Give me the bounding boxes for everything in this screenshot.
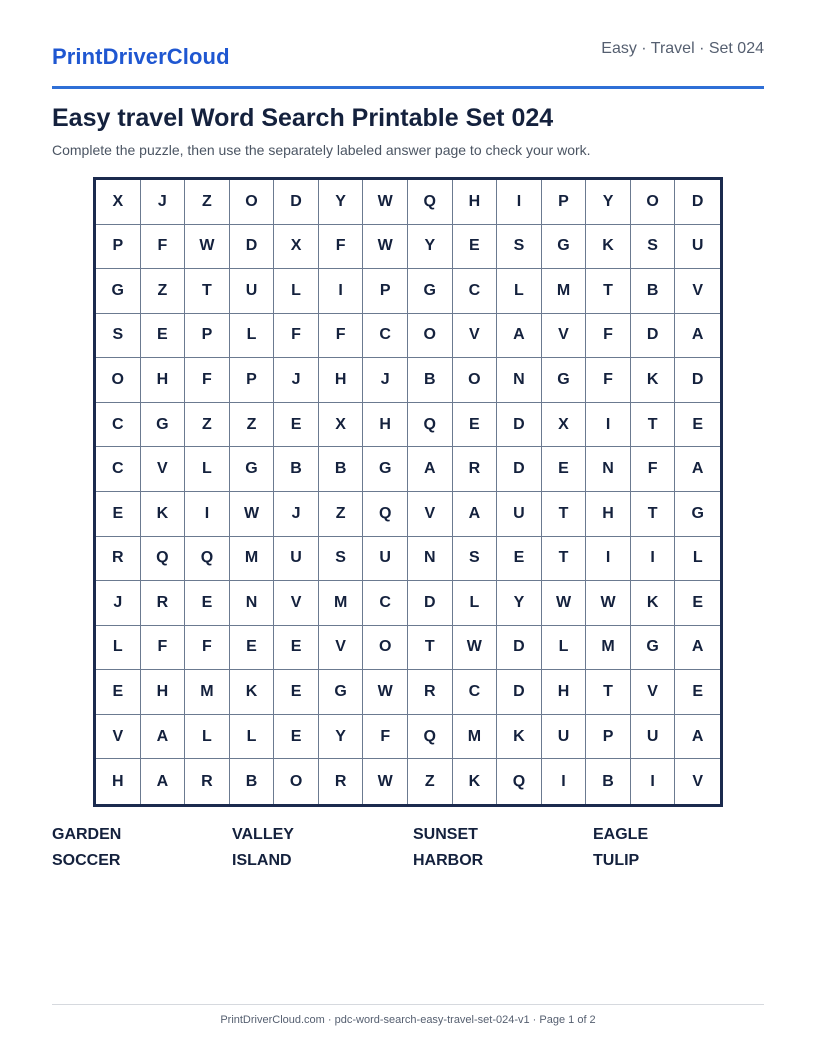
grid-cell: Z	[185, 180, 230, 225]
grid-cell: U	[230, 269, 275, 314]
grid-cell: G	[408, 269, 453, 314]
grid-cell: B	[408, 358, 453, 403]
word-list-item: SOCCER	[52, 852, 121, 869]
grid-cell: W	[363, 759, 408, 804]
grid-cell: R	[319, 759, 364, 804]
grid-cell: L	[185, 447, 230, 492]
grid-cell: F	[274, 314, 319, 359]
grid-cell: A	[408, 447, 453, 492]
grid-cell: F	[319, 314, 364, 359]
grid-cell: N	[586, 447, 631, 492]
grid-cell: W	[542, 581, 587, 626]
grid-cell: X	[319, 403, 364, 448]
word-list-item: HARBOR	[413, 852, 484, 869]
grid-cell: V	[96, 715, 141, 760]
grid-cell: E	[96, 492, 141, 537]
grid-cell: T	[542, 537, 587, 582]
grid-cell: E	[230, 626, 275, 671]
grid-cell: G	[363, 447, 408, 492]
grid-cell: I	[631, 759, 676, 804]
grid-cell: W	[230, 492, 275, 537]
grid-cell: V	[453, 314, 498, 359]
grid-cell: H	[542, 670, 587, 715]
grid-cell: E	[274, 715, 319, 760]
grid-cell: V	[274, 581, 319, 626]
grid-cell: R	[141, 581, 186, 626]
grid-cell: F	[141, 225, 186, 270]
grid-cell: T	[631, 403, 676, 448]
puzzle-meta: Easy · Travel · Set 024	[601, 40, 764, 57]
grid-cell: J	[141, 180, 186, 225]
grid-cell: A	[453, 492, 498, 537]
grid-cell: S	[319, 537, 364, 582]
grid-cell: B	[631, 269, 676, 314]
grid-cell: G	[230, 447, 275, 492]
grid-cell: P	[542, 180, 587, 225]
grid-cell: V	[542, 314, 587, 359]
grid-cell: T	[185, 269, 230, 314]
grid-cell: X	[96, 180, 141, 225]
grid-cell: D	[631, 314, 676, 359]
grid-cell: E	[274, 670, 319, 715]
grid-cell: A	[497, 314, 542, 359]
grid-cell: N	[408, 537, 453, 582]
grid-cell: B	[319, 447, 364, 492]
grid-cell: Q	[497, 759, 542, 804]
grid-cell: Z	[230, 403, 275, 448]
grid-cell: L	[497, 269, 542, 314]
grid-cell: F	[586, 358, 631, 403]
footer-divider	[52, 1004, 764, 1005]
grid-cell: L	[185, 715, 230, 760]
grid-cell: R	[453, 447, 498, 492]
grid-cell: T	[408, 626, 453, 671]
grid-cell: X	[274, 225, 319, 270]
grid-cell: L	[453, 581, 498, 626]
word-list-item: ISLAND	[232, 852, 292, 869]
word-list-item: VALLEY	[232, 826, 294, 843]
grid-cell: L	[675, 537, 720, 582]
page-title: Easy travel Word Search Printable Set 024	[52, 104, 554, 132]
grid-cell: L	[230, 715, 275, 760]
grid-cell: T	[586, 670, 631, 715]
grid-cell: J	[96, 581, 141, 626]
word-search-grid	[93, 177, 723, 807]
grid-cell: R	[96, 537, 141, 582]
grid-cell: G	[542, 225, 587, 270]
grid-cell: V	[675, 269, 720, 314]
grid-cell: H	[363, 403, 408, 448]
grid-cell: E	[96, 670, 141, 715]
grid-cell: L	[274, 269, 319, 314]
grid-cell: O	[274, 759, 319, 804]
grid-cell: I	[497, 180, 542, 225]
grid-cell: P	[586, 715, 631, 760]
grid-cell: N	[230, 581, 275, 626]
grid-cell: Z	[141, 269, 186, 314]
grid-cell: V	[692, 772, 704, 790]
grid-cell: E	[675, 581, 720, 626]
grid-cell: I	[542, 759, 587, 804]
grid-cell: V	[319, 626, 364, 671]
grid-cell: R	[408, 670, 453, 715]
grid-cell: M	[319, 581, 364, 626]
grid-cell: B	[230, 759, 275, 804]
grid-cell: L	[230, 314, 275, 359]
grid-cell: N	[497, 358, 542, 403]
grid-cell: E	[274, 403, 319, 448]
word-list	[52, 826, 764, 870]
grid-cell: Q	[408, 403, 453, 448]
grid-cell: A	[141, 715, 186, 760]
grid-cell: I	[185, 492, 230, 537]
grid-cell: J	[274, 492, 319, 537]
grid-cell: E	[675, 403, 720, 448]
grid-cell: U	[497, 492, 542, 537]
grid-cell: C	[363, 314, 408, 359]
grid-cell: T	[542, 492, 587, 537]
grid-cell: J	[274, 358, 319, 403]
grid-cell: M	[586, 626, 631, 671]
grid-cell: Z	[185, 403, 230, 448]
grid-cell: V	[408, 492, 453, 537]
grid-cell: O	[230, 180, 275, 225]
grid-cell: W	[586, 581, 631, 626]
grid-cell: U	[363, 537, 408, 582]
grid-cell: F	[363, 715, 408, 760]
grid-cell: A	[675, 447, 720, 492]
grid-cell: E	[141, 314, 186, 359]
grid-cell: W	[363, 180, 408, 225]
grid-cell: S	[631, 225, 676, 270]
grid-cell: I	[586, 403, 631, 448]
grid-cell: K	[586, 225, 631, 270]
grid-cell: P	[96, 225, 141, 270]
grid-cell: U	[542, 715, 587, 760]
grid-cell: D	[497, 447, 542, 492]
grid-cell: S	[497, 225, 542, 270]
grid-cell: F	[319, 225, 364, 270]
grid-cell: R	[185, 759, 230, 804]
grid-cell: W	[453, 626, 498, 671]
grid-cell: A	[675, 314, 720, 359]
grid-cell: F	[586, 314, 631, 359]
grid-cell: K	[230, 670, 275, 715]
grid-cell: F	[185, 358, 230, 403]
grid-cell: F	[185, 626, 230, 671]
grid-cell: H	[141, 358, 186, 403]
grid-cell: G	[675, 492, 720, 537]
grid-cell: D	[497, 626, 542, 671]
grid-cell: Z	[319, 492, 364, 537]
grid-cell: P	[185, 314, 230, 359]
grid-cell: B	[586, 759, 631, 804]
grid-cell: X	[542, 403, 587, 448]
grid-cell: C	[363, 581, 408, 626]
grid-cell: U	[675, 225, 720, 270]
grid-cell: T	[631, 492, 676, 537]
grid-cell: Z	[408, 759, 453, 804]
grid-cell: E	[675, 670, 720, 715]
word-list-item: SUNSET	[413, 826, 478, 843]
grid-cell: B	[274, 447, 319, 492]
grid-cell: P	[363, 269, 408, 314]
word-list-item: GARDEN	[52, 826, 122, 843]
grid-cell: E	[497, 537, 542, 582]
grid-cell: O	[363, 626, 408, 671]
grid-cell: H	[141, 670, 186, 715]
grid-cell: D	[408, 581, 453, 626]
grid-cell: O	[453, 358, 498, 403]
grid-cell: C	[453, 670, 498, 715]
grid-cell: H	[453, 180, 498, 225]
grid-cell: Q	[408, 715, 453, 760]
grid-cell: W	[185, 225, 230, 270]
grid-cell: E	[274, 626, 319, 671]
grid-cell: V	[141, 447, 186, 492]
grid-cell: A	[675, 715, 720, 760]
grid-cell: Y	[497, 581, 542, 626]
grid-cell: S	[453, 537, 498, 582]
grid-cell: K	[141, 492, 186, 537]
grid-cell: J	[363, 358, 408, 403]
grid-cell: D	[675, 180, 720, 225]
grid-cell: E	[185, 581, 230, 626]
grid-cell: O	[631, 180, 676, 225]
grid-cell: O	[96, 358, 141, 403]
grid-cell: T	[586, 269, 631, 314]
grid-cell: K	[631, 358, 676, 403]
grid-cell: G	[141, 403, 186, 448]
grid-cell: P	[230, 358, 275, 403]
word-list-item: EAGLE	[593, 826, 649, 843]
grid-cell: W	[363, 225, 408, 270]
grid-cell: D	[274, 180, 319, 225]
grid-cell: G	[319, 670, 364, 715]
grid-cell: G	[631, 626, 676, 671]
grid-cell: G	[542, 358, 587, 403]
grid-cell: H	[96, 759, 141, 804]
grid-cell: K	[497, 715, 542, 760]
grid-cell: I	[319, 269, 364, 314]
grid-cell: U	[631, 715, 676, 760]
grid-cell: Q	[408, 180, 453, 225]
grid-cell: Y	[319, 715, 364, 760]
grid-cell: L	[542, 626, 587, 671]
word-list-item: TULIP	[593, 852, 640, 869]
page-footer: PrintDriverCloud.com · pdc-word-search-easy-travel-set-024-v1 · Page 1 of 2	[220, 1014, 596, 1026]
page-subtitle: Complete the puzzle, then use the separately labeled answer page to check your work.	[52, 142, 591, 158]
grid-cell: H	[319, 358, 364, 403]
grid-cell: C	[96, 447, 141, 492]
grid-cell: Q	[185, 537, 230, 582]
grid-cell: Q	[363, 492, 408, 537]
grid-cell: M	[542, 269, 587, 314]
grid-cell: Y	[586, 180, 631, 225]
grid-cell: I	[631, 537, 676, 582]
grid-cell: Y	[319, 180, 364, 225]
grid-cell: C	[453, 269, 498, 314]
grid-cell: M	[230, 537, 275, 582]
page-header	[52, 0, 764, 89]
grid-cell: F	[631, 447, 676, 492]
grid-cell: D	[675, 358, 720, 403]
grid-cell: O	[408, 314, 453, 359]
grid-cell: A	[141, 759, 186, 804]
grid-cell: I	[586, 537, 631, 582]
grid-cell: A	[675, 626, 720, 671]
grid-cell: S	[96, 314, 141, 359]
grid-cell: H	[586, 492, 631, 537]
grid-cell: D	[497, 670, 542, 715]
grid-cell: K	[631, 581, 676, 626]
grid-cell: W	[363, 670, 408, 715]
grid-cell: Y	[408, 225, 453, 270]
grid-cell: M	[185, 670, 230, 715]
grid-cell: K	[453, 759, 498, 804]
grid-cell: F	[141, 626, 186, 671]
grid-cell: G	[96, 269, 141, 314]
grid-cell: M	[453, 715, 498, 760]
grid-cell: C	[96, 403, 141, 448]
brand-logo[interactable]: PrintDriverCloud	[52, 44, 230, 69]
grid-cell: E	[453, 225, 498, 270]
grid-cell: U	[274, 537, 319, 582]
grid-cell: E	[453, 403, 498, 448]
grid-cell: L	[96, 626, 141, 671]
grid-cell: D	[497, 403, 542, 448]
grid-cell: E	[542, 447, 587, 492]
grid-cell: D	[230, 225, 275, 270]
grid-cell: V	[631, 670, 676, 715]
grid-cell: Q	[141, 537, 186, 582]
